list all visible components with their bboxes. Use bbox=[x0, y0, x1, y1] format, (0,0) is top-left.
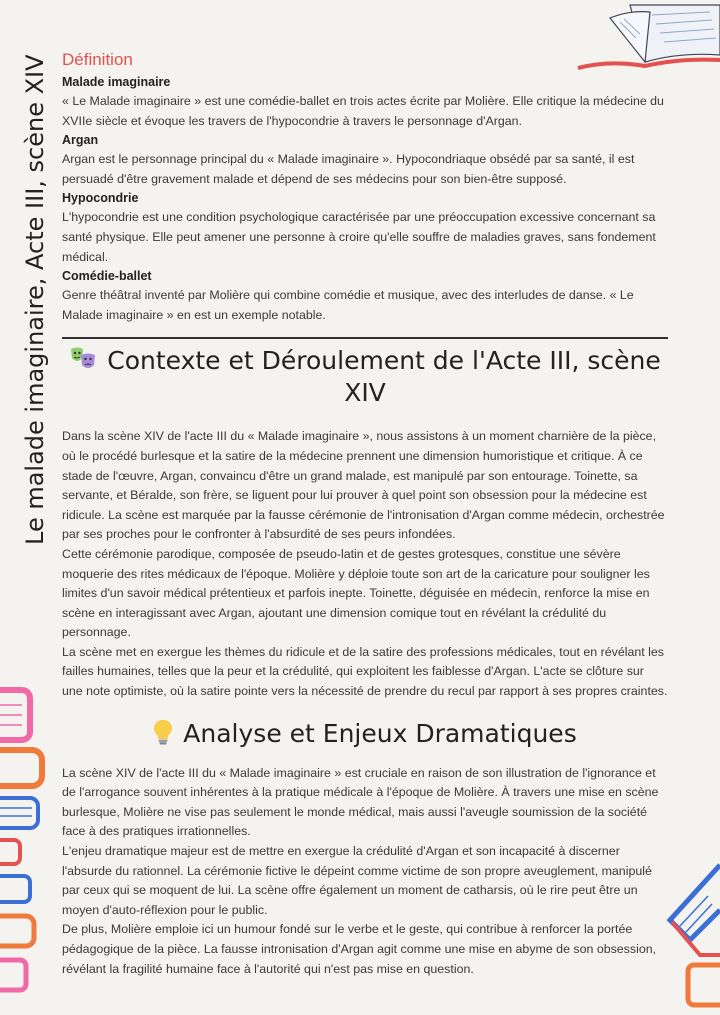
term-hypocondrie: Hypocondrie bbox=[62, 191, 139, 206]
definition-text: « Le Malade imaginaire » est une comédie-ballet en trois actes écrite par Molière. Elle critique la médecine du XVIIe siècle et évoque les travers de l'hypocondrie à travers le personnage d'Argan. bbox=[62, 94, 664, 128]
section-title-text: Contexte et Déroulement de l'Acte III, scène XIV bbox=[107, 346, 661, 408]
term-malade-imaginaire: Malade imaginaire bbox=[62, 75, 171, 89]
term-comedie-ballet: Comédie-ballet bbox=[62, 269, 152, 284]
term-argan: Argan bbox=[62, 133, 99, 148]
lightbulb-icon bbox=[153, 719, 173, 745]
book-stack-left-decoration bbox=[0, 680, 48, 1015]
paragraph: L'enjeu dramatique majeur est de mettre en exergue la crédulité d'Argan et son incapacité à discerner l'absurde du rationnel. La cérémonie fictive le dépeint comme victime de son propre aveuglement, manipulé par ceux qui se moquent de lui. La scène offre également un moment de catharsis, où le rire peut être un moyen d'auto-réflexion pour le public. bbox=[62, 844, 652, 917]
document-body bbox=[62, 50, 668, 979]
definition-text: Genre théâtral inventé par Molière qui combine comédie et musique, avec des interludes de danse. « Le Malade imaginaire » en est un exemple notable. bbox=[62, 288, 634, 322]
section-title-text: Analyse et Enjeux Dramatiques bbox=[183, 718, 577, 748]
definition-text: Argan est le personnage principal du « Malade imaginaire ». Hypocondriaque obsédé par sa santé, il est persuadé d'être gravement malade et dépend de ses médecins pour son bien-être supposé. bbox=[62, 152, 635, 186]
vertical-document-title: Le malade imaginaire, Acte III, scène XIV bbox=[21, 54, 49, 545]
book-stack-right-decoration bbox=[660, 860, 720, 1015]
section-heading-contexte bbox=[62, 345, 668, 409]
theater-masks-icon bbox=[69, 346, 97, 372]
definition-text: L'hypocondrie est une condition psychologique caractérisée par une préoccupation excessive concernant sa santé physique. Elle peut amener une personne à croire qu'elle souffre de maladies graves, sans fondement médical. bbox=[62, 210, 656, 264]
paragraph: La scène XIV de l'acte III du « Malade imaginaire » est cruciale en raison de son illustration de l'ignorance et de l'arrogance souvent inhérentes à la pratique médicale à l'époque de Molière. À travers une mise en scène burlesque, Molière ne vise pas seulement le monde médical, mais aussi l'aveugle soumission de la société face à des pratiques irrationnelles. bbox=[62, 765, 659, 839]
paragraph: De plus, Molière emploie ici un humour fondé sur le verbe et le geste, qui contribue à renforcer la portée pédagogique de la pièce. La fausse intronisation d'Argan agit comme une mise en abyme de son obsession, révélant la fragilité humaine face à l'autorité qui n'est pas mise en question. bbox=[62, 922, 657, 976]
section-divider bbox=[62, 337, 668, 339]
definition-heading: Définition bbox=[62, 50, 133, 69]
paragraph: La scène met en exergue les thèmes du ridicule et de la satire des professions médicales, tout en révélant les failles humaines, telles que la peur et la crédulité, qui exploitent les faiblesse d'Argan. L'acte se clôture sur une note optimiste, où la satire pointe vers la nécessité de prendre du recul par rapport à ses propres craintes. bbox=[62, 644, 668, 699]
paragraph: Cette cérémonie parodique, composée de pseudo-latin et de gestes grotesques, constitue une sévère moquerie des rites médicaux de l'époque. Molière y déploie toute son art de la caricature pour souligner les limites d'un savoir médical prétentieux et parfois inepte. Toinette, déguisée en médecin, renforce la mise en scène en interagissant avec Argan, ajoutant une dimension comique tout en révélant la crédulité du personnage. bbox=[62, 546, 650, 640]
section-heading-analyse bbox=[62, 718, 668, 750]
paragraph: Dans la scène XIV de l'acte III du « Malade imaginaire », nous assistons à un moment charnière de la pièce, où le procédé burlesque et la satire de la médecine prennent une dimension humoristique et critique. À ce stade de l'œuvre, Argan, convaincu d'être un grand malade, est manipulé par son entourage. Toinette, sa servante, et Béralde, son frère, se liguent pour lui prouver à quel point son obsession pour la médecine est ridicule. La scène est marquée par la fausse cérémonie de l'intronisation d'Argan comme médecin, orchestrée par ses proches pour le confronter à l'absurdité de ses peurs infondées. bbox=[62, 429, 665, 542]
